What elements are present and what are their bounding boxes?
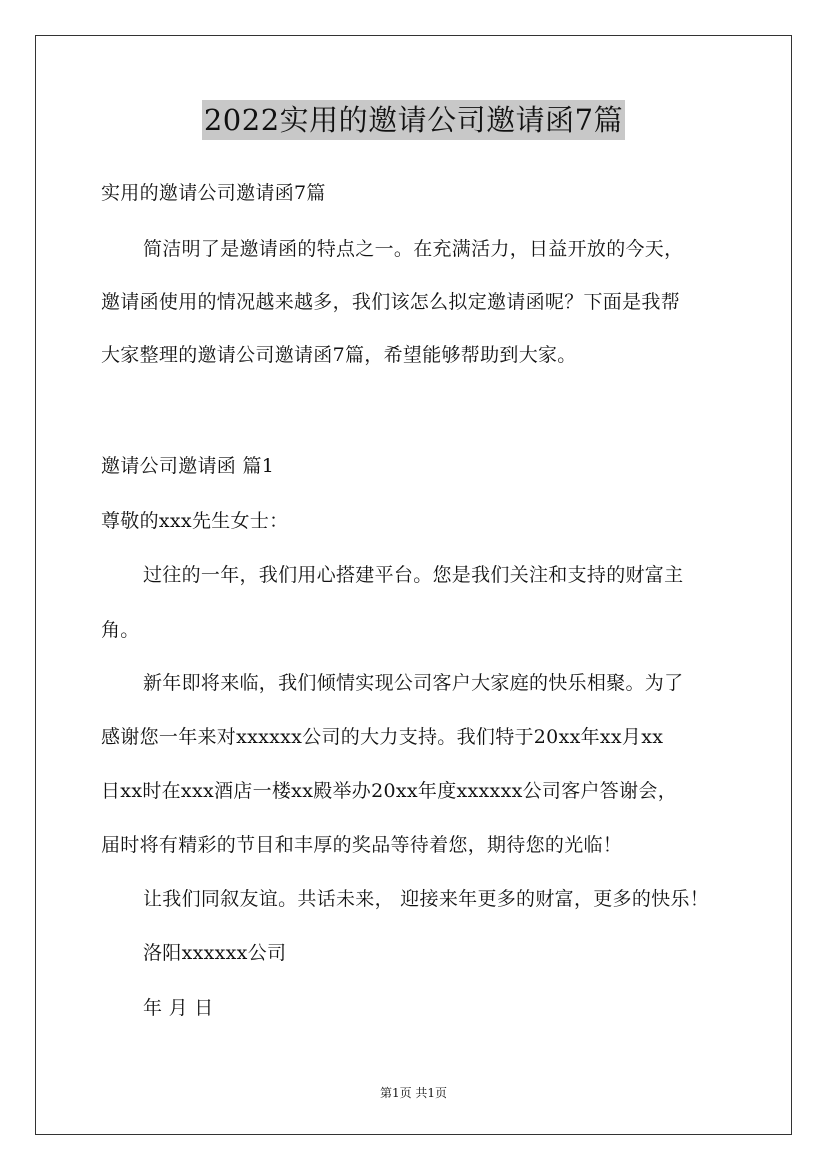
body-line: 过往的一年，我们用心搭建平台。您是我们关注和支持的财富主 <box>143 564 684 586</box>
section-heading: 邀请公司邀请函 篇1 <box>101 455 275 477</box>
page-footer: 第1页 共1页 <box>379 1086 448 1100</box>
intro-line: 大家整理的邀请公司邀请函7篇，希望能够帮助到大家。 <box>101 344 577 366</box>
body-line: 届时将有精彩的节目和丰厚的奖品等待着您，期待您的光临！ <box>101 834 623 856</box>
intro-line: 邀请函使用的情况越来越多，我们该怎么拟定邀请函呢？下面是我帮 <box>101 291 681 313</box>
body-line: 新年即将来临，我们倾情实现公司客户大家庭的快乐相聚。为了 <box>143 672 684 694</box>
document-title: 2022实用的邀请公司邀请函7篇 <box>202 100 625 140</box>
body-line: 角。 <box>101 619 140 641</box>
body-line: 感谢您一年来对xxxxxx公司的大力支持。我们特于20xx年xx月xx <box>101 726 664 748</box>
body-line: 日xx时在xxx酒店一楼xx殿举办20xx年度xxxxxx公司客户答谢会， <box>101 780 678 802</box>
signature-company: 洛阳xxxxxx公司 <box>143 942 287 964</box>
signature-date: 年 月 日 <box>143 997 214 1019</box>
salutation: 尊敬的xxx先生女士： <box>101 510 289 532</box>
title-wrap <box>0 100 827 140</box>
subtitle: 实用的邀请公司邀请函7篇 <box>101 182 326 204</box>
intro-line: 简洁明了是邀请函的特点之一。在充满活力，日益开放的今天， <box>143 238 684 260</box>
body-line: 让我们同叙友谊。共话未来， 迎接来年更多的财富，更多的快乐！ <box>143 888 710 910</box>
